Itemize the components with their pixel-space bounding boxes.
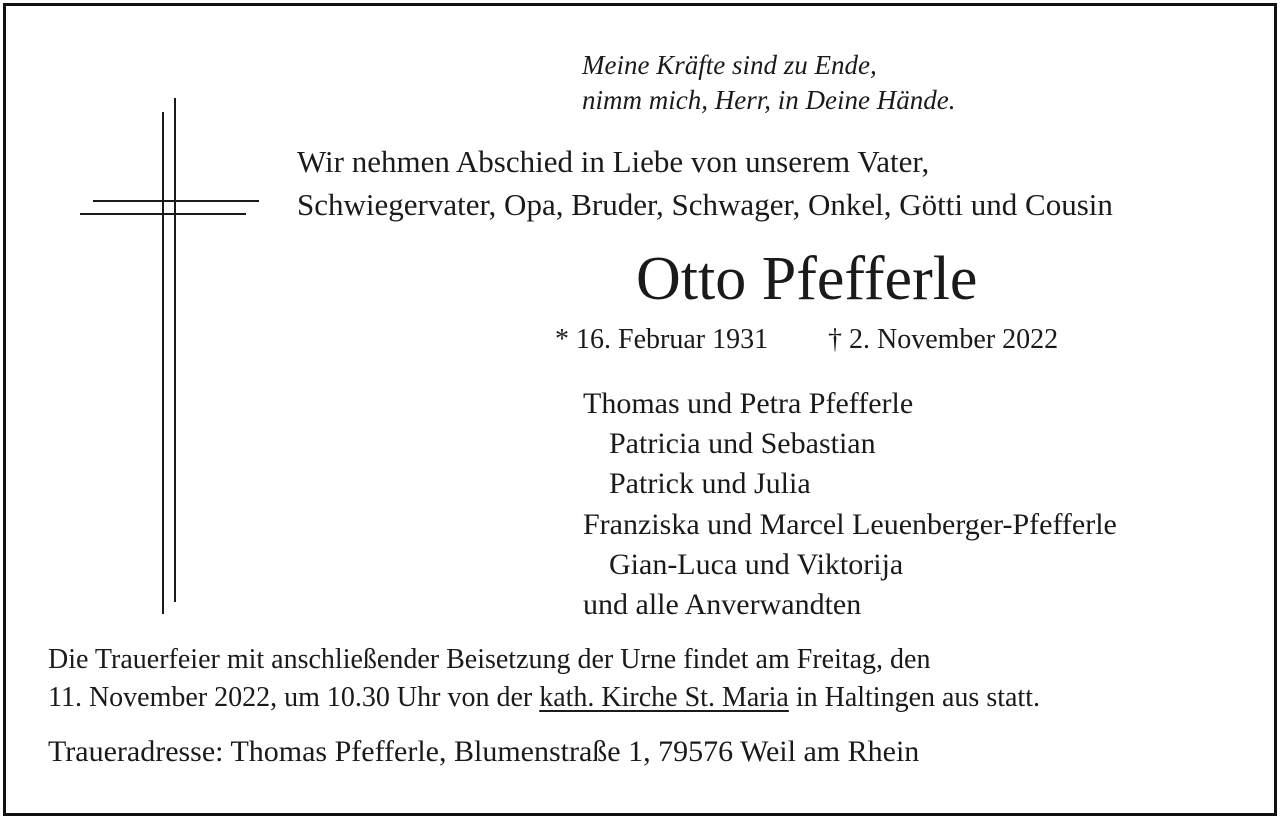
family-line-5: Gian-Luca und Viktorija xyxy=(609,548,904,581)
family-line-1: Thomas und Petra Pfefferle xyxy=(583,387,914,420)
mourning-address: Traueradresse: Thomas Pfefferle, Blumenstraße 1, 79576 Weil am Rhein xyxy=(48,735,920,768)
motto-line-2: nimm mich, Herr, in Deine Hände. xyxy=(582,85,956,115)
family-line-3: Patrick und Julia xyxy=(609,467,811,500)
intro-line-1: Wir nehmen Abschied in Liebe von unserem Vater, xyxy=(297,144,930,179)
death-date: † 2. November 2022 xyxy=(828,324,1059,355)
ceremony-line-1: Die Trauerfeier mit anschließender Beisetzung der Urne findet am Freitag, den xyxy=(48,644,931,675)
motto-line-1: Meine Kräfte sind zu Ende, xyxy=(582,50,877,80)
family-line-6: und alle Anverwandten xyxy=(583,588,862,621)
birth-date: * 16. Februar 1931 xyxy=(555,324,769,355)
family-line-2: Patricia und Sebastian xyxy=(609,427,876,460)
ceremony-line-2: 11. November 2022, um 10.30 Uhr von der kath. Kirche St. Maria in Haltingen aus statt. xyxy=(48,682,1040,713)
deceased-name: Otto Pfefferle xyxy=(636,245,978,313)
family-line-4: Franziska und Marcel Leuenberger-Pfefferle xyxy=(583,508,1117,541)
intro-line-2: Schwiegervater, Opa, Bruder, Schwager, Onkel, Götti und Cousin xyxy=(297,187,1113,222)
church-link[interactable]: kath. Kirche St. Maria xyxy=(539,682,789,713)
